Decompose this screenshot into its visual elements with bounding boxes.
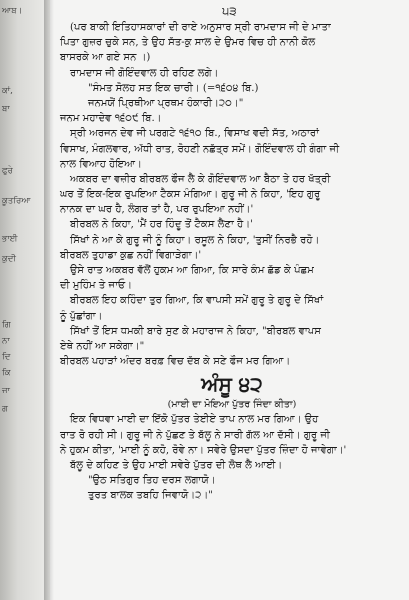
text-line: ਨੂੰ ਪੁੱਛਾਂਗਾ।	[60, 310, 103, 322]
text-line: "ਸੰਮਤ ਸੋਲਹ ਸਤ ਇਕ ਚਾਰੀ। (=੧੬੦੪ ਬਿ.)	[88, 82, 259, 94]
margin-fragment: ਗ	[2, 404, 8, 414]
chapter-subheading: (ਮਾਈ ਦਾ ਮੋਇਆ ਪੁੱਤਰ ਜਿੰਦਾ ਕੀਤਾ)	[167, 399, 297, 411]
text-line: ਬੀਰਬਲ ਤੁਹਾਡਾ ਕੁਛ ਨਹੀਂ ਵਿਗਾੜੇਗਾ।'	[60, 249, 202, 261]
text-line: ਨਾਲ ਵਿਆਹ ਹੋਇਆ।	[60, 158, 142, 170]
text-line: ਦੀ ਮੁਹਿੰਮ ਤੇ ਜਾਓ।	[60, 280, 133, 292]
text-line: ਏਥੇ ਨਹੀਂ ਆ ਸਕੇਗਾ।"	[60, 340, 145, 352]
text-line: "ਉਠ ਸਤਿਗੁਰ ਤਿਹ ਦਰਸ ਲਗਾਯੋ।	[88, 475, 216, 487]
text-line: ਉਸੇ ਰਾਤ ਅਕਬਰ ਵੱਲੋਂ ਹੁਕਮ ਆ ਗਿਆ, ਕਿ ਸਾਰੇ ਕੰਮ ਛੱਡ ਕੇ ਪੰਛਮ	[70, 265, 314, 276]
book-page	[50, 0, 409, 600]
margin-fragment: ਗਿ	[2, 320, 11, 330]
text-line: ਬਾਸਰਕੇ ਆ ਗਏ ਸਨ ।)	[60, 52, 151, 64]
text-line: ਸਿੱਖਾਂ ਨੇ ਆ ਕੇ ਗੁਰੂ ਜੀ ਨੂੰ ਕਿਹਾ। ਰਸੂਲ ਨੇ ਕਿਹਾ, 'ਤੁਸੀਂ ਨਿਰਭੈ ਰਹੋ।	[70, 234, 320, 246]
text-line: ਸਿੱਖਾਂ ਤੋਂ ਇਸ ਧਮਕੀ ਬਾਰੇ ਸੁਣ ਕੇ ਮਹਾਰਾਜ ਨੇ ਕਿਹਾ, "ਬੀਰਬਲ ਵਾਪਸ	[70, 325, 322, 337]
margin-fragment: ਆਬ।	[2, 6, 23, 16]
text-block-upper	[60, 20, 404, 369]
text-line: ਵਿਸਾਖ, ਮੰਗਲਵਾਰ, ਅੱਧੀ ਰਾਤ, ਰੋਹਣੀ ਨਛੱਤ੍ਰ ਸਮੇਂ। ਗੋਇੰਦਵਾਲ ਹੀ ਗੰਗਾ ਜੀ	[60, 143, 340, 155]
text-line: ਬੀਰਬਲ ਇਹ ਕਹਿੰਦਾ ਤੁਰ ਗਿਆ, ਕਿ ਵਾਪਸੀ ਸਮੇਂ ਗੁਰੂ ਤੇ ਗੁਰੂ ਦੇ ਸਿੱਖਾਂ	[70, 295, 324, 307]
text-line: ਅਕਬਰ ਦਾ ਵਜ਼ੀਰ ਬੀਰਬਲ ਫੌਜ ਲੈ ਕੇ ਗੋਇੰਦਵਾਲ ਆ ਬੈਠਾ ਤੇ ਹਰ ਖੱਤ੍ਰੀ	[70, 173, 331, 185]
text-line: ਬੀਰਬਲ ਪਹਾੜਾਂ ਅੰਦਰ ਬਰਫ਼ ਵਿਚ ਦੱਬ ਕੇ ਸਣੇ ਫੌਜ ਮਰ ਗਿਆ।	[60, 356, 291, 368]
text-line: ਜਨਮਯੋਂ ਪ੍ਰਿਥੀਆ ਪ੍ਰਥਮ ਹੰਕਾਰੀ।੨੦।"	[88, 97, 244, 109]
text-line: ਬੱਲੂ ਦੇ ਕਹਿਣ ਤੇ ਉਹ ਮਾਈ ਸਵੇਰੇ ਪੁੱਤਰ ਦੀ ਲੋਥ ਲੈ ਆਈ।	[70, 459, 283, 471]
text-line: ਸ੍ਰੀ ਅਰਜਨ ਦੇਵ ਜੀ ਪਰਗਟੇ ੧੬੧੦ ਬਿ., ਵਿਸਾਖ ਵਦੀ ਸੱਤ, ਅਠਾਰਾਂ	[70, 128, 320, 140]
book-gutter-shadow	[44, 0, 54, 600]
text-line: ਰਾਤ ਰੋ ਰਹੀ ਸੀ। ਗੁਰੂ ਜੀ ਨੇ ਪੁੱਛਣ ਤੇ ਬੱਲੂ ਨੇ ਸਾਰੀ ਗੱਲ ਆ ਦੱਸੀ। ਗੁਰੂ ਜੀ	[60, 429, 330, 441]
text-line: ਇਕ ਵਿਧਵਾ ਮਾਈ ਦਾ ਇੱਕੋ ਪੁੱਤਰ ਤੇਈਏ ਤਾਪ ਨਾਲ ਮਰ ਗਿਆ। ਉਹ	[70, 414, 319, 426]
margin-fragment: ਕਾਂ,	[2, 86, 13, 96]
margin-fragment: ਭਾਈ	[2, 234, 18, 244]
text-line: ਤੁਰਤ ਬਾਲਕ ਤਬਹਿ ਜਿਵਾਯੋ।੨।"	[88, 490, 213, 502]
margin-fragment: ਕਿ	[2, 368, 11, 378]
margin-fragment: ਜਾ	[2, 386, 10, 396]
page-number: ੫੩	[222, 4, 237, 18]
margin-fragment: ਕੂਤਰਿਆ	[2, 196, 31, 206]
adjacent-page-edge	[0, 0, 50, 600]
chapter-heading: ਅੰਸੂ ੪੨	[201, 372, 263, 397]
page-body	[60, 20, 404, 503]
text-line: ਘਰ ਤੋਂ ਇਕ-ਇਕ ਰੁਪਇਆ ਟੈਕਸ ਮੰਗਿਆ। ਗੁਰੂ ਜੀ ਨੇ ਕਿਹਾ, 'ਇਹ ਗੁਰੂ	[60, 189, 321, 201]
text-line: ਬੀਰਬਲ ਨੇ ਕਿਹਾ, 'ਮੈਂ ਹਰ ਹਿੰਦੂ ਤੋਂ ਟੈਕਸ ਲੈਣਾ ਹੈ।'	[70, 219, 253, 231]
margin-fragment: ਬਾ	[2, 104, 10, 114]
text-line: ਨਾਨਕ ਦਾ ਘਰ ਹੈ, ਲੰਗਰ ਤਾਂ ਹੈ, ਪਰ ਰੁਪਇਆ ਨਹੀਂ।'	[60, 204, 254, 216]
margin-fragment: ਫੁਰੇ	[2, 166, 13, 176]
margin-fragment: ਨਾ	[2, 336, 10, 346]
text-line: (ਪਰ ਬਾਕੀ ਇਤਿਹਾਸਕਾਰਾਂ ਦੀ ਰਾਏ ਅਨੁਸਾਰ ਸ੍ਰੀ ਰਾਮਦਾਸ ਜੀ ਦੇ ਮਾਤਾ	[70, 22, 331, 33]
text-line: ਨੇ ਹੁਕਮ ਕੀਤਾ, 'ਮਾਈ ਨੂੰ ਕਹੋ, ਰੋਵੇ ਨਾ। ਸਵੇਰੇ ਉਸਦਾ ਪੁੱਤਰ ਜ਼ਿੰਦਾ ਹੋ ਜਾਵੇਗਾ।'	[60, 444, 347, 456]
margin-fragment: ਕੁਦੀ	[2, 254, 16, 264]
text-line: ਜਨਮ ਮਹਾਦੇਵ ੧੬੦੯ ਬਿ.।	[60, 113, 162, 125]
text-line: ਪਿਤਾ ਗੁਜ਼ਰ ਚੁਕੇ ਸਨ, ਤੇ ਉਹ ਸੱਤ-ਕੁ ਸਾਲ ਦੇ ਉਮਰ ਵਿਚ ਹੀ ਨਾਨੀ ਕੋਲ	[60, 37, 316, 49]
text-block-lower	[60, 412, 404, 503]
margin-fragment: ਦਿ	[2, 352, 11, 362]
text-line: ਰਾਮਦਾਸ ਜੀ ਗੋਇੰਦਵਾਲ ਹੀ ਰਹਿਣ ਲਗੇ।	[70, 67, 219, 79]
